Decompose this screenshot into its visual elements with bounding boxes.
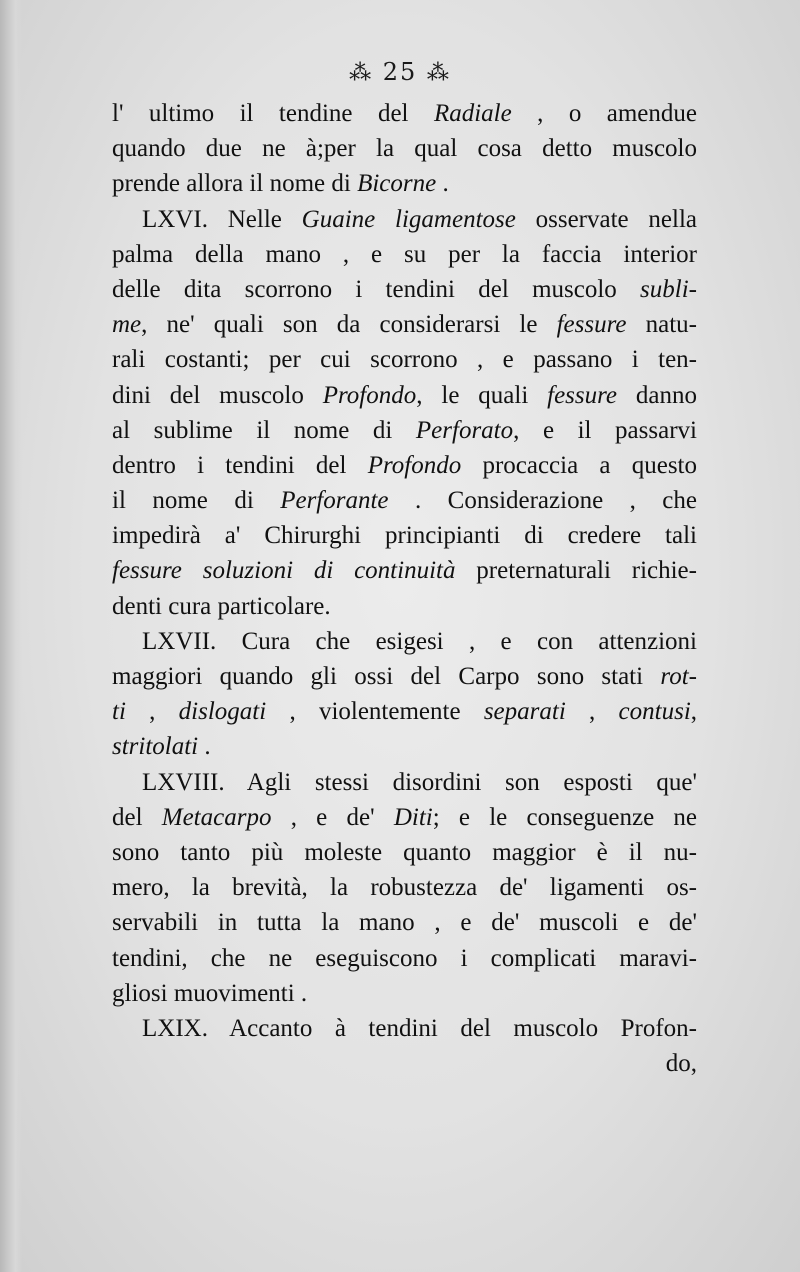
italic-text: Radiale [433, 100, 512, 127]
text-run: LXVI. Nelle [142, 205, 302, 233]
italic-text: Guaine ligamentose [301, 205, 516, 233]
text-run: del [112, 803, 162, 831]
text-run: quando due ne à;per la qual cosa detto muscolo [112, 135, 697, 163]
text-line [112, 413, 697, 448]
text-run: natu- [626, 311, 697, 339]
text-run: tendini, che ne eseguiscono i complicati maravi- [112, 944, 697, 972]
italic-text: contusi [618, 698, 691, 726]
text-run: , [125, 698, 179, 726]
italic-text: fessure [547, 381, 618, 409]
italic-text: Bicorne [357, 170, 437, 198]
text-line [112, 307, 697, 342]
body-text [112, 96, 697, 1081]
text-run: danno [617, 381, 697, 409]
text-run: sono tanto più moleste quanto maggior è il nu- [112, 838, 697, 866]
text-run: al sublime il nome di [112, 416, 416, 444]
ornament-right: ⁂ [426, 61, 451, 86]
text-run: osservate nella [515, 205, 697, 233]
text-run: , ne' quali son da considerarsi le [141, 311, 557, 339]
text-run: prende allora il nome di [112, 170, 358, 198]
text-line [112, 729, 697, 764]
italic-text: Perforante [280, 487, 389, 515]
text-line [112, 905, 697, 940]
text-run: . [436, 170, 449, 198]
text-run: , e de' [271, 803, 394, 831]
text-line [112, 342, 697, 377]
text-line [112, 553, 697, 588]
text-line [112, 941, 697, 976]
text-run: . [198, 733, 211, 761]
text-run: dentro i tendini del [112, 451, 368, 479]
text-run: , [690, 698, 698, 726]
italic-text: fessure [556, 311, 627, 339]
text-line [112, 800, 697, 835]
text-run: LXVII. Cura che esigesi , e con attenzioni [142, 627, 697, 655]
italic-text: ti [112, 698, 126, 726]
text-line [112, 131, 697, 166]
italic-text: Perforato [415, 416, 514, 444]
text-run: preternaturali richie- [455, 557, 697, 585]
text-line [112, 96, 697, 131]
text-line [112, 765, 697, 800]
text-line [112, 976, 697, 1011]
page-gutter-shadow [0, 0, 22, 1272]
text-run: , violentemente [266, 698, 484, 726]
text-line [112, 272, 697, 307]
italic-text: subli- [640, 275, 697, 303]
italic-text: Diti [393, 803, 433, 831]
text-run: , o amendue [511, 100, 697, 127]
italic-text: Metacarpo [161, 803, 272, 831]
text-run: maggiori quando gli ossi del Carpo sono stati [112, 663, 661, 690]
italic-text: rot- [660, 663, 697, 690]
text-run: , [565, 698, 619, 726]
text-run: ; e le conseguenze ne [432, 803, 697, 831]
text-run: dini del muscolo [112, 381, 323, 409]
page-header [0, 58, 800, 86]
text-run: LXIX. Accanto à tendini del muscolo Profon- [142, 1014, 697, 1042]
text-run: procaccia a questo [461, 451, 698, 479]
text-run: rali costanti; per cui scorrono , e passano i ten- [112, 346, 697, 374]
text-line [112, 448, 697, 483]
text-run: , e il passarvi [513, 416, 697, 444]
italic-text: Profondo [367, 451, 462, 479]
text-line [112, 694, 697, 729]
text-run: servabili in tutta la mano , e de' muscoli e de' [112, 909, 697, 937]
text-run: mero, la brevità, la robustezza de' ligamenti os- [112, 874, 697, 902]
text-line [112, 518, 697, 553]
text-run: LXVIII. Agli stessi disordini son esposti que' [142, 768, 697, 796]
italic-text: dislogati [178, 698, 267, 726]
italic-text: Profondo [322, 381, 417, 409]
text-line [112, 589, 697, 624]
italic-text: separati [483, 698, 566, 726]
italic-text: fessure soluzioni di continuità [112, 557, 456, 585]
text-line [112, 659, 697, 694]
text-run: gliosi muovimenti . [112, 979, 308, 1007]
text-run: impedirà a' Chirurghi principianti di credere tali [112, 522, 697, 550]
text-line [112, 166, 697, 201]
text-line [112, 483, 697, 518]
text-line [112, 1046, 697, 1081]
text-run: palma della mano , e su per la faccia interior [112, 240, 697, 268]
text-line [112, 624, 697, 659]
text-run: , le quali [416, 381, 548, 409]
text-run: . Considerazione , che [388, 487, 697, 515]
italic-text: me [112, 311, 142, 339]
text-line [112, 378, 697, 413]
text-run: denti cura particolare. [112, 592, 331, 620]
text-run: l' ultimo il tendine del [112, 100, 434, 127]
text-run: delle dita scorrono i tendini del muscolo [112, 275, 641, 303]
text-line [112, 237, 697, 272]
text-line [112, 870, 697, 905]
page-number: 25 [382, 58, 418, 86]
text-line [112, 835, 697, 870]
italic-text: stritolati [112, 733, 199, 761]
text-run: do, [665, 1050, 697, 1078]
text-run: il nome di [112, 487, 281, 515]
text-line [112, 1011, 697, 1046]
ornament-left: ⁂ [349, 61, 374, 86]
text-line [112, 202, 697, 237]
